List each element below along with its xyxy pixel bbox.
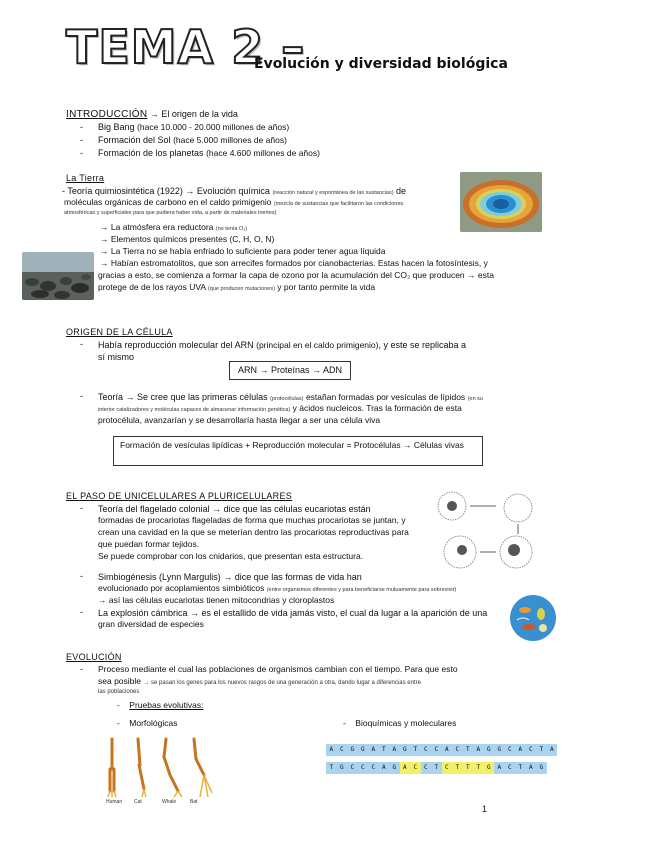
homologous-limbs-image [104,735,214,799]
dna-base: T [536,744,547,756]
dna-base: G [337,762,348,774]
evolucion-p2: sea posible → se pasan los genes para los nuevos rasgos de una generación a otra, dando lugar a diferencias entre [98,676,421,686]
tierra-arrow-3: → La Tierra no se había enfriado lo suficiente para poder tener agua líquida [100,246,386,256]
intro-heading-row [66,108,238,121]
dna-base: G [484,762,495,774]
dna-base: A [526,762,537,774]
dna-base: C [505,744,516,756]
hot-spring-photo [460,172,542,232]
paso-b1-title: Teoría del flagelado colonial → dice que las células eucariotas están [98,504,371,514]
paso-b2-title: Simbiogénesis (Lynn Margulis) → dice que las formas de vida han [98,572,362,582]
paso-b1-l2: formadas de procariotas flageladas de forma que muchas procariotas se juntan, y [98,515,406,525]
origen-item2-cont2: protocélula, avanzarían y se desarrollaría hasta llegar a ser una célula viva [98,415,381,425]
list-item: - Formación de los planetas (hace 4.600 millones de años) [80,148,320,158]
paso-b3-title: La explosión cámbrica → es el estallido de vida jamás visto, el cual da lugar a la aparición de una [98,608,488,618]
intro-list [80,121,480,160]
dna-base: A [442,744,453,756]
evolucion-p1: Proceso mediante el cual las poblaciones de organismos cambian con el tiempo. Para que esto [98,664,458,674]
dna-sequence-2 [326,762,547,774]
dna-base: C [421,762,432,774]
paso-b1-l4: que puedan formar tejidos. [98,539,200,549]
dna-base: T [410,744,421,756]
dna-base: G [347,744,358,756]
page-title: TEMA 2 – [66,20,306,74]
origen-heading: ORIGEN DE LA CÉLULA [66,327,173,337]
pruebas-row: - Pruebas evolutivas: [117,700,204,710]
dna-base: A [400,762,411,774]
dna-base: C [526,744,537,756]
dna-base: A [515,744,526,756]
page-number: 1 [482,804,488,814]
limb-label: Bat [190,799,198,805]
bullet-dash: - [80,607,83,617]
dna-base: A [389,744,400,756]
colonial-flagellate-image [430,486,542,574]
bullet-dash: - [80,664,83,674]
dna-base: T [463,762,474,774]
paso-b1-l3: crean una cavidad en la que se meterían dentro las procariotas reproductivas para [98,527,409,537]
dna-base: T [431,762,442,774]
tierra-line1: - Teoría quimiosintética (1922) → Evolución química (reacción natural y espontánea de las sustancias) de [62,186,407,196]
dna-base: C [505,762,516,774]
bioq-row: - Bioquímicas y moleculares [343,718,457,728]
page-subtitle: Evolución y diversidad biológica [254,56,508,72]
dna-base: T [463,744,474,756]
dna-base: C [431,744,442,756]
limb-label: Whale [162,799,177,805]
dna-base: G [400,744,411,756]
homologous-limbs-diagram [104,735,214,807]
dna-base: A [494,762,505,774]
tierra-line3: atmosféricas y superficiales para que pudiera haber vida, a partir de materiales inertes) [64,210,277,216]
dna-base: G [484,744,495,756]
bullet-dash: - [80,503,83,513]
paso-b1-l5: Se puede comprobar con los cnidarios, que presentan esta estructura. [98,551,364,561]
arn-box: ARN → Proteínas → ADN [229,361,351,380]
dna-base: C [358,762,369,774]
dna-base: T [326,762,337,774]
origen-item2-cont: interior catalizadores y moléculas capaces de almacenar información genética) y ácidos nucleicos. Tras la formación de esta [98,403,462,413]
tierra-arrow-2: → Elementos químicos presentes (C, H, O, N) [100,234,275,244]
list-item: - Formación del Sol (hace 5.000 millones de años) [80,135,287,145]
dna-base: G [358,744,369,756]
dna-base: G [494,744,505,756]
evolucion-p3: las poblaciones [98,689,140,695]
evolucion-heading: EVOLUCIÓN [66,652,122,662]
list-item: - Big Bang (hace 10.000 - 20.000 millones de años) [80,122,290,132]
dna-base: A [326,744,337,756]
limb-label: Human [106,799,123,805]
dna-sequence-1 [326,744,557,756]
dna-base: C [337,744,348,756]
intro-arrow-text: → El origen de la vida [149,109,238,119]
intro-heading: INTRODUCCIÓN [66,109,148,120]
dna-base: A [547,744,558,756]
paso-heading: EL PASO DE UNICELULARES A PLURICELULARES [66,491,293,501]
dna-base: C [452,744,463,756]
paso-b2-l2: evolucionado por acoplamientos simbióticos (entre organismos diferentes y para beneficiarse mutuamente para sobrevivir) [98,583,457,593]
cambrian-fossils-image [509,594,557,642]
morfo-row: - Morfológicas [117,718,178,728]
dna-base: A [379,762,390,774]
dna-base: G [389,762,400,774]
stromatolites-photo [22,252,94,300]
tierra-para3: protege de de los rayos UVA (que producen mutaciones) y por tanto permite la vida [98,282,376,292]
hot-spring-image [460,172,542,232]
origen-item1-cont: sí mismo [98,352,134,362]
dna-base: A [473,744,484,756]
stromatolites-image [22,252,94,300]
dna-base: G [536,762,547,774]
dna-base: C [442,762,453,774]
dna-base: C [347,762,358,774]
paso-b3-l2: gran diversidad de especies [98,619,204,629]
bullet-dash: - [80,571,83,581]
dna-base: C [368,762,379,774]
tierra-line2: moléculas orgánicas de carbono en el caldo primigenio (mezcla de sustancias que facilitaron las condiciones [64,197,404,207]
tierra-para2: gracias a esto, se comienza a formar la capa de ozono por la acumulación del CO₂ que producen → esta [98,270,494,280]
paso-b2-l3: → así las células eucariotas tienen mitocondrias y cloroplastos [98,595,335,605]
tierra-arrow-1: → La atmósfera era reductora (no tenía O₂) [100,222,248,232]
dna-base: T [515,762,526,774]
dna-base: T [379,744,390,756]
origen-item2: Teoría → Se cree que las primeras células (protocélulas) estañan formadas por vesículas de lípidos (en su [98,392,483,402]
bullet-dash: - [80,391,83,401]
bullet-dash: - [80,339,83,349]
origen-item1: Había reproducción molecular del ARN (principal en el caldo primigenio), y este se replicaba a [98,340,467,350]
colonial-flagellate-diagram [430,486,542,574]
limb-label: Cat [134,799,142,805]
tierra-heading: La Tierra [66,173,105,183]
tierra-arrow-4: → Habían estromatolitos, que son arrecifes formados por cianobacterias. Estas hacen la fotosíntesis, y [100,258,488,268]
cambrian-fossils-drawing [509,594,557,642]
dna-base: T [473,762,484,774]
protocell-box: Formación de vesículas lipídicas + Reproducción molecular = Protocélulas → Células vivas [113,436,483,466]
dna-base: A [368,744,379,756]
dna-base: C [421,744,432,756]
dna-base: C [410,762,421,774]
dna-base: T [452,762,463,774]
